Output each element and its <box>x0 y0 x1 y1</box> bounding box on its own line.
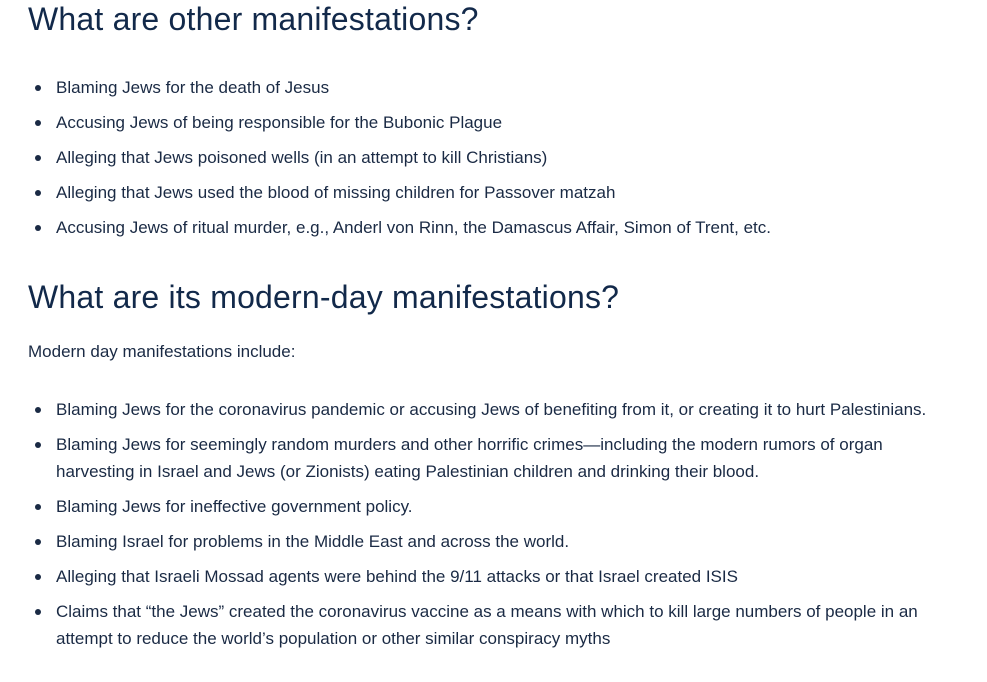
list-item-text: Claims that “the Jews” created the coronavirus vaccine as a means with which to kill large numbers of people in an attempt to reduce the world’s population or other similar conspiracy myths <box>56 602 918 648</box>
list-item-text: Accusing Jews of being responsible for the Bubonic Plague <box>56 113 503 132</box>
bullet-icon <box>35 442 41 448</box>
list-item-text: Blaming Jews for the coronavirus pandemic or accusing Jews of benefiting from it, or creating it to hurt Palestinians. <box>56 400 927 419</box>
bullet-icon <box>35 190 41 196</box>
section-heading-other-manifestations: What are other manifestations? <box>28 1 479 37</box>
bullet-icon <box>35 225 41 231</box>
list-item <box>28 396 958 423</box>
bullet-icon <box>35 120 41 126</box>
bullet-icon <box>35 539 41 545</box>
list-item-text: Accusing Jews of ritual murder, e.g., Anderl von Rinn, the Damascus Affair, Simon of Trent, etc. <box>56 218 771 237</box>
bullet-icon <box>35 407 41 413</box>
section-heading-modern-day-manifestations: What are its modern-day manifestations? <box>28 279 620 315</box>
section-intro-text: Modern day manifestations include: <box>28 342 296 361</box>
bullet-icon <box>35 574 41 580</box>
list-item <box>28 109 958 136</box>
list-item-text: Blaming Jews for ineffective government policy. <box>56 497 413 516</box>
list-item-text: Blaming Jews for the death of Jesus <box>56 78 330 97</box>
list-item-text: Alleging that Jews poisoned wells (in an attempt to kill Christians) <box>56 148 548 167</box>
list-item-text: Blaming Israel for problems in the Middle East and across the world. <box>56 532 570 551</box>
list-item <box>28 563 958 590</box>
list-item <box>28 528 958 555</box>
list-item <box>28 74 958 101</box>
bullet-icon <box>35 155 41 161</box>
list-item-text: Alleging that Israeli Mossad agents were behind the 9/11 attacks or that Israel created ISIS <box>56 567 738 586</box>
modern-manifestations-list <box>28 396 958 660</box>
bullet-icon <box>35 609 41 615</box>
list-item-text: Blaming Jews for seemingly random murders and other horrific crimes—including the modern rumors of organ harvesting in Israel and Jews (or Zionists) eating Palestinian children and drinking their blood. <box>56 435 883 481</box>
list-item <box>28 214 958 241</box>
list-item <box>28 144 958 171</box>
list-item <box>28 493 958 520</box>
other-manifestations-list <box>28 74 958 249</box>
bullet-icon <box>35 504 41 510</box>
list-item <box>28 598 958 652</box>
list-item <box>28 431 958 485</box>
list-item <box>28 179 958 206</box>
bullet-icon <box>35 85 41 91</box>
list-item-text: Alleging that Jews used the blood of missing children for Passover matzah <box>56 183 616 202</box>
